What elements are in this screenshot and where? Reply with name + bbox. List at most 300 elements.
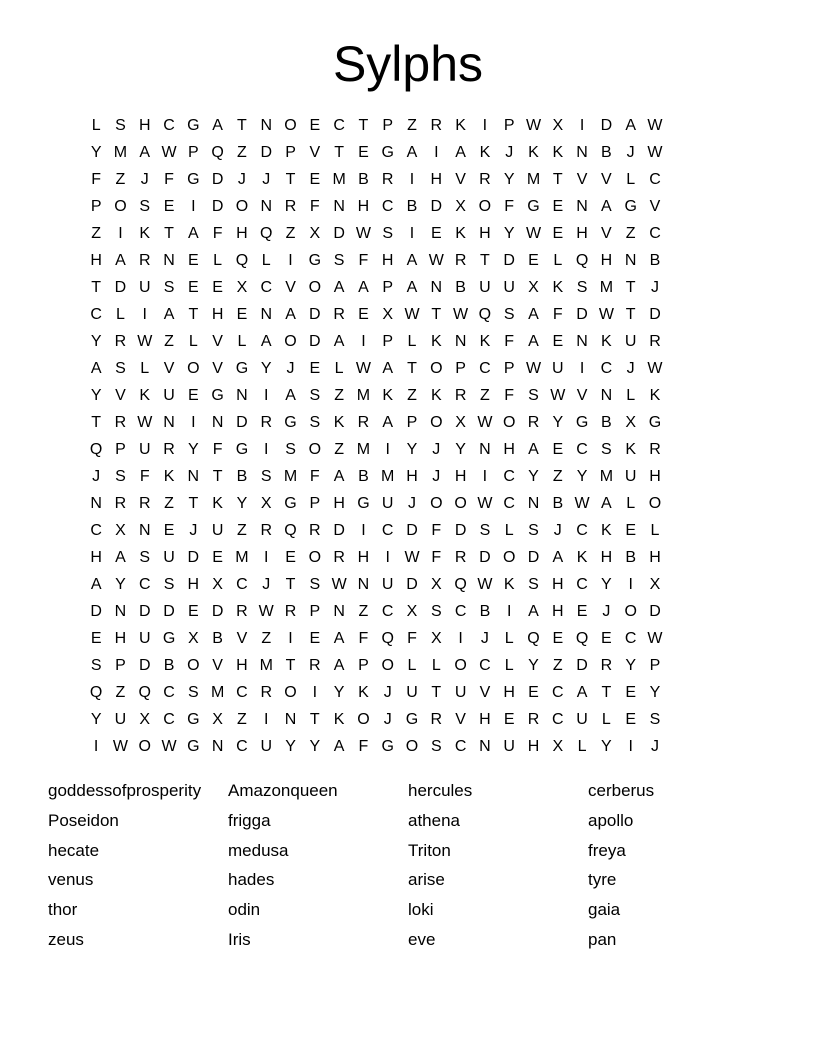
grid-letter: G: [575, 414, 589, 431]
grid-letter: S: [333, 252, 345, 269]
word-list-item: frigga: [228, 810, 271, 830]
grid-letter: F: [504, 387, 515, 404]
grid-letter: Q: [260, 225, 273, 242]
grid-letter: Z: [407, 387, 417, 404]
grid-letter: C: [552, 684, 564, 701]
grid-letter: O: [138, 738, 151, 755]
grid-letter: P: [382, 333, 394, 350]
grid-letter: U: [624, 468, 637, 485]
grid-letter: O: [308, 441, 322, 458]
grid-letter: O: [357, 711, 370, 728]
grid-letter: D: [114, 279, 127, 296]
grid-letter: E: [309, 630, 321, 647]
grid-letter: H: [649, 468, 661, 485]
grid-letter: O: [454, 657, 467, 674]
grid-letter: I: [385, 549, 390, 566]
grid-letter: W: [161, 144, 177, 161]
grid-letter: A: [406, 144, 418, 161]
grid-letter: F: [431, 549, 442, 566]
grid-letter: H: [138, 117, 151, 134]
grid-row: [84, 463, 732, 490]
grid-letter: N: [260, 306, 272, 323]
grid-letter: N: [454, 333, 467, 350]
grid-letter: C: [649, 171, 661, 188]
grid-letter: E: [552, 630, 564, 647]
grid-letter: K: [479, 144, 491, 161]
grid-letter: W: [477, 495, 493, 512]
grid-letter: X: [430, 576, 442, 593]
grid-letter: D: [138, 657, 151, 674]
grid-letter: D: [138, 603, 151, 620]
grid-letter: C: [576, 576, 588, 593]
grid-letter: Q: [89, 441, 103, 458]
grid-letter: H: [90, 549, 102, 566]
grid-letter: C: [260, 279, 272, 296]
grid-letter: J: [92, 468, 101, 485]
grid-letter: W: [355, 360, 371, 377]
word-list-item: hades: [228, 870, 275, 890]
grid-letter: A: [333, 630, 345, 647]
grid-letter: N: [260, 117, 272, 134]
grid-letter: V: [601, 225, 612, 242]
grid-letter: N: [260, 198, 272, 215]
grid-letter: L: [407, 657, 417, 674]
grid-letter: K: [649, 387, 661, 404]
grid-letter: Q: [478, 306, 492, 323]
grid-letter: E: [212, 279, 223, 296]
word-list-item: Poseidon: [48, 810, 119, 830]
grid-letter: S: [163, 576, 175, 593]
grid-letter: A: [188, 225, 199, 242]
grid-letter: B: [358, 171, 369, 188]
grid-letter: U: [163, 549, 175, 566]
grid-row: [84, 490, 732, 517]
grid-letter: I: [191, 414, 196, 431]
grid-letter: X: [430, 630, 442, 647]
grid-letter: U: [211, 522, 224, 539]
grid-letter: V: [455, 711, 466, 728]
grid-letter: T: [601, 684, 612, 701]
grid-letter: A: [528, 441, 539, 458]
grid-letter: P: [406, 414, 418, 431]
grid-letter: S: [430, 603, 442, 620]
grid-letter: P: [285, 144, 296, 161]
grid-letter: C: [236, 738, 248, 755]
grid-letter: X: [260, 495, 272, 512]
grid-letter: Z: [334, 387, 344, 404]
grid-letter: I: [409, 225, 415, 242]
grid-letter: D: [211, 198, 224, 215]
word-list-item: pan: [588, 929, 617, 949]
grid-letter: U: [454, 684, 467, 701]
grid-letter: J: [650, 279, 659, 296]
grid-letter: M: [210, 684, 225, 701]
grid-letter: K: [625, 441, 637, 458]
grid-row: [84, 517, 732, 544]
grid-letter: S: [309, 414, 321, 431]
grid-letter: R: [333, 306, 345, 323]
grid-letter: U: [503, 279, 515, 296]
grid-letter: H: [454, 468, 467, 485]
grid-letter: S: [503, 306, 515, 323]
word-list: [48, 778, 788, 957]
grid-letter: E: [358, 306, 369, 323]
grid-letter: D: [333, 522, 345, 539]
grid-letter: U: [503, 738, 515, 755]
grid-letter: X: [625, 414, 637, 431]
grid-letter: S: [285, 441, 296, 458]
grid-letter: S: [260, 468, 272, 485]
grid-letter: Y: [601, 738, 612, 755]
grid-letter: C: [236, 684, 248, 701]
grid-letter: C: [479, 657, 491, 674]
grid-letter: C: [576, 441, 588, 458]
word-list-item: Iris: [228, 929, 251, 949]
grid-letter: S: [649, 711, 661, 728]
grid-letter: K: [601, 522, 612, 539]
grid-letter: G: [235, 360, 249, 377]
grid-letter: T: [188, 306, 199, 323]
grid-letter: M: [356, 387, 371, 404]
grid-letter: L: [407, 333, 417, 350]
grid-letter: K: [358, 684, 369, 701]
grid-letter: U: [552, 360, 564, 377]
grid-letter: O: [454, 495, 467, 512]
grid-letter: F: [309, 198, 320, 215]
grid-letter: C: [454, 738, 467, 755]
grid-letter: D: [309, 306, 321, 323]
grid-letter: C: [381, 522, 394, 539]
grid-letter: S: [528, 522, 539, 539]
grid-letter: Z: [480, 387, 490, 404]
grid-letter: Y: [455, 441, 466, 458]
grid-letter: N: [479, 441, 491, 458]
grid-letter: M: [113, 144, 128, 161]
grid-letter: F: [91, 171, 102, 188]
grid-letter: S: [479, 522, 491, 539]
grid-letter: H: [503, 441, 515, 458]
grid-letter: B: [236, 468, 248, 485]
grid-letter: R: [138, 252, 151, 269]
grid-letter: L: [601, 711, 611, 728]
grid-letter: O: [648, 495, 662, 512]
grid-letter: T: [431, 684, 442, 701]
grid-letter: C: [333, 117, 345, 134]
grid-letter: X: [212, 711, 223, 728]
word-list-item: eve: [408, 929, 436, 949]
grid-letter: Q: [211, 144, 224, 161]
grid-letter: V: [309, 144, 321, 161]
grid-letter: G: [162, 630, 176, 647]
grid-letter: R: [454, 549, 467, 566]
grid-letter: A: [625, 117, 637, 134]
grid-letter: N: [138, 522, 151, 539]
grid-letter: X: [212, 576, 223, 593]
grid-letter: V: [649, 198, 661, 215]
grid-letter: T: [91, 279, 102, 296]
grid-letter: J: [189, 522, 198, 539]
grid-letter: G: [284, 495, 297, 512]
grid-letter: W: [137, 333, 153, 350]
grid-letter: G: [648, 414, 662, 431]
grid-row: [84, 625, 732, 652]
grid-letter: B: [601, 414, 612, 431]
word-list-item: cerberus: [588, 781, 655, 800]
grid-letter: U: [260, 738, 272, 755]
grid-letter: R: [430, 711, 443, 728]
grid-letter: Z: [285, 225, 296, 242]
grid-letter: W: [453, 306, 469, 323]
grid-letter: Z: [115, 171, 126, 188]
grid-letter: P: [188, 144, 199, 161]
grid-letter: V: [212, 333, 223, 350]
grid-letter: G: [187, 171, 200, 188]
grid-letter: C: [138, 576, 151, 593]
grid-letter: R: [309, 522, 321, 539]
grid-letter: P: [309, 495, 321, 512]
grid-letter: I: [191, 198, 196, 215]
word-list-item: odin: [228, 900, 261, 920]
grid-letter: C: [381, 603, 394, 620]
grid-letter: Y: [503, 171, 515, 188]
grid-letter: I: [628, 738, 633, 755]
grid-letter: T: [285, 576, 296, 593]
grid-row: [84, 409, 732, 436]
grid-letter: O: [405, 738, 419, 755]
grid-letter: C: [600, 360, 613, 377]
grid-letter: S: [115, 468, 126, 485]
grid-letter: S: [115, 117, 126, 134]
grid-letter: E: [528, 252, 539, 269]
grid-letter: G: [187, 711, 200, 728]
grid-letter: X: [552, 738, 564, 755]
grid-letter: U: [138, 279, 151, 296]
grid-letter: K: [139, 387, 151, 404]
grid-letter: Y: [503, 225, 515, 242]
word-list-item: medusa: [228, 840, 289, 860]
grid-letter: E: [188, 279, 199, 296]
grid-letter: P: [503, 117, 515, 134]
grid-letter: E: [625, 522, 637, 539]
grid-letter: L: [91, 117, 101, 134]
grid-letter: E: [528, 684, 539, 701]
grid-letter: S: [139, 549, 151, 566]
grid-letter: M: [599, 468, 614, 485]
grid-letter: E: [236, 306, 248, 323]
grid-letter: V: [212, 360, 223, 377]
grid-row: [84, 679, 732, 706]
grid-letter: Y: [528, 468, 539, 485]
grid-letter: R: [479, 171, 491, 188]
grid-letter: R: [284, 603, 297, 620]
grid-letter: D: [503, 252, 515, 269]
grid-letter: E: [309, 360, 321, 377]
grid-letter: W: [550, 387, 566, 404]
grid-letter: B: [625, 549, 637, 566]
grid-letter: L: [115, 306, 125, 323]
grid-letter: O: [187, 657, 200, 674]
grid-letter: Y: [285, 738, 296, 755]
grid-letter: E: [163, 522, 175, 539]
grid-letter: F: [407, 630, 417, 647]
grid-letter: W: [477, 414, 493, 431]
word-list-item: arise: [408, 870, 445, 890]
grid-letter: D: [211, 171, 224, 188]
grid-letter: J: [262, 171, 271, 188]
grid-letter: Z: [164, 495, 174, 512]
grid-letter: P: [309, 603, 321, 620]
grid-letter: W: [137, 414, 153, 431]
grid-letter: S: [528, 387, 539, 404]
grid-letter: H: [503, 684, 515, 701]
grid-letter: C: [576, 522, 588, 539]
grid-letter: C: [90, 522, 102, 539]
grid-letter: D: [576, 657, 588, 674]
grid-letter: A: [528, 333, 539, 350]
grid-letter: C: [163, 117, 175, 134]
grid-letter: P: [90, 198, 102, 215]
grid-letter: H: [649, 549, 661, 566]
grid-letter: Z: [237, 144, 247, 161]
grid-letter: K: [576, 549, 588, 566]
grid-letter: K: [455, 225, 466, 242]
grid-letter: L: [626, 171, 636, 188]
word-list-item: tyre: [588, 870, 617, 890]
grid-letter: I: [579, 117, 585, 134]
grid-letter: C: [479, 360, 491, 377]
grid-letter: R: [138, 495, 151, 512]
grid-letter: G: [284, 414, 297, 431]
grid-letter: S: [139, 198, 151, 215]
grid-letter: I: [361, 522, 366, 539]
grid-letter: P: [503, 360, 515, 377]
grid-letter: J: [237, 171, 246, 188]
grid-letter: L: [553, 252, 563, 269]
grid-letter: H: [333, 495, 345, 512]
grid-letter: X: [649, 576, 661, 593]
grid-letter: I: [288, 630, 293, 647]
grid-letter: S: [528, 576, 539, 593]
grid-letter: H: [236, 657, 248, 674]
grid-letter: A: [406, 279, 418, 296]
grid-letter: Y: [260, 360, 272, 377]
grid-letter: K: [163, 468, 175, 485]
grid-letter: A: [285, 306, 296, 323]
grid-letter: P: [455, 360, 466, 377]
grid-letter: F: [504, 198, 515, 215]
word-list-item: venus: [48, 870, 94, 890]
grid-letter: M: [283, 468, 298, 485]
grid-letter: E: [285, 549, 296, 566]
grid-letter: K: [528, 144, 539, 161]
grid-letter: Y: [90, 387, 102, 404]
grid-letter: Q: [284, 522, 297, 539]
grid-row: [84, 598, 732, 625]
grid-letter: O: [430, 414, 443, 431]
grid-letter: H: [357, 549, 370, 566]
grid-letter: D: [454, 522, 467, 539]
grid-letter: Z: [164, 333, 174, 350]
grid-letter: I: [93, 738, 99, 755]
grid-letter: W: [525, 360, 542, 377]
grid-letter: P: [382, 279, 394, 296]
grid-letter: K: [455, 117, 466, 134]
grid-letter: G: [211, 387, 224, 404]
grid-letter: D: [309, 333, 321, 350]
grid-letter: V: [576, 387, 588, 404]
word-list-item: gaia: [588, 900, 621, 920]
grid-letter: D: [600, 117, 613, 134]
grid-letter: N: [527, 495, 540, 512]
grid-letter: O: [187, 360, 200, 377]
grid-letter: C: [552, 711, 564, 728]
grid-letter: W: [574, 495, 590, 512]
grid-row: [84, 247, 732, 274]
grid-letter: A: [333, 333, 345, 350]
grid-letter: X: [406, 603, 418, 620]
grid-letter: F: [552, 306, 563, 323]
grid-letter: V: [601, 171, 612, 188]
grid-letter: W: [477, 576, 493, 593]
grid-letter: G: [357, 495, 370, 512]
grid-letter: A: [90, 576, 102, 593]
grid-letter: N: [163, 252, 175, 269]
grid-row: [84, 166, 732, 193]
grid-letter: J: [505, 144, 514, 161]
grid-letter: B: [406, 198, 418, 215]
grid-row: [84, 436, 732, 463]
grid-letter: Y: [90, 333, 102, 350]
grid-letter: Y: [406, 441, 418, 458]
grid-letter: N: [600, 387, 613, 404]
grid-letter: Z: [358, 603, 369, 620]
grid-letter: E: [212, 549, 223, 566]
grid-letter: O: [308, 549, 322, 566]
grid-letter: Y: [309, 738, 321, 755]
grid-letter: R: [649, 441, 661, 458]
grid-letter: U: [576, 711, 588, 728]
grid-letter: E: [503, 711, 515, 728]
grid-letter: J: [480, 630, 489, 647]
grid-letter: V: [576, 171, 588, 188]
grid-letter: H: [114, 630, 127, 647]
grid-letter: R: [260, 414, 272, 431]
grid-letter: H: [236, 225, 248, 242]
grid-letter: Z: [237, 522, 247, 539]
grid-letter: G: [187, 117, 200, 134]
grid-letter: T: [334, 144, 344, 161]
grid-letter: B: [601, 144, 612, 161]
grid-letter: G: [527, 198, 540, 215]
grid-letter: A: [455, 144, 466, 161]
grid-letter: F: [309, 468, 320, 485]
grid-letter: J: [432, 441, 441, 458]
grid-letter: F: [139, 468, 150, 485]
grid-letter: H: [576, 225, 588, 242]
grid-letter: A: [601, 495, 612, 512]
grid-letter: F: [212, 225, 223, 242]
grid-letter: E: [90, 630, 102, 647]
grid-row: [84, 139, 732, 166]
grid-letter: C: [236, 576, 248, 593]
grid-letter: T: [164, 225, 174, 242]
grid-letter: W: [161, 738, 177, 755]
grid-letter: N: [479, 738, 491, 755]
grid-letter: Y: [115, 576, 126, 593]
grid-letter: Z: [625, 225, 636, 242]
grid-letter: L: [626, 495, 636, 512]
grid-letter: U: [138, 630, 151, 647]
